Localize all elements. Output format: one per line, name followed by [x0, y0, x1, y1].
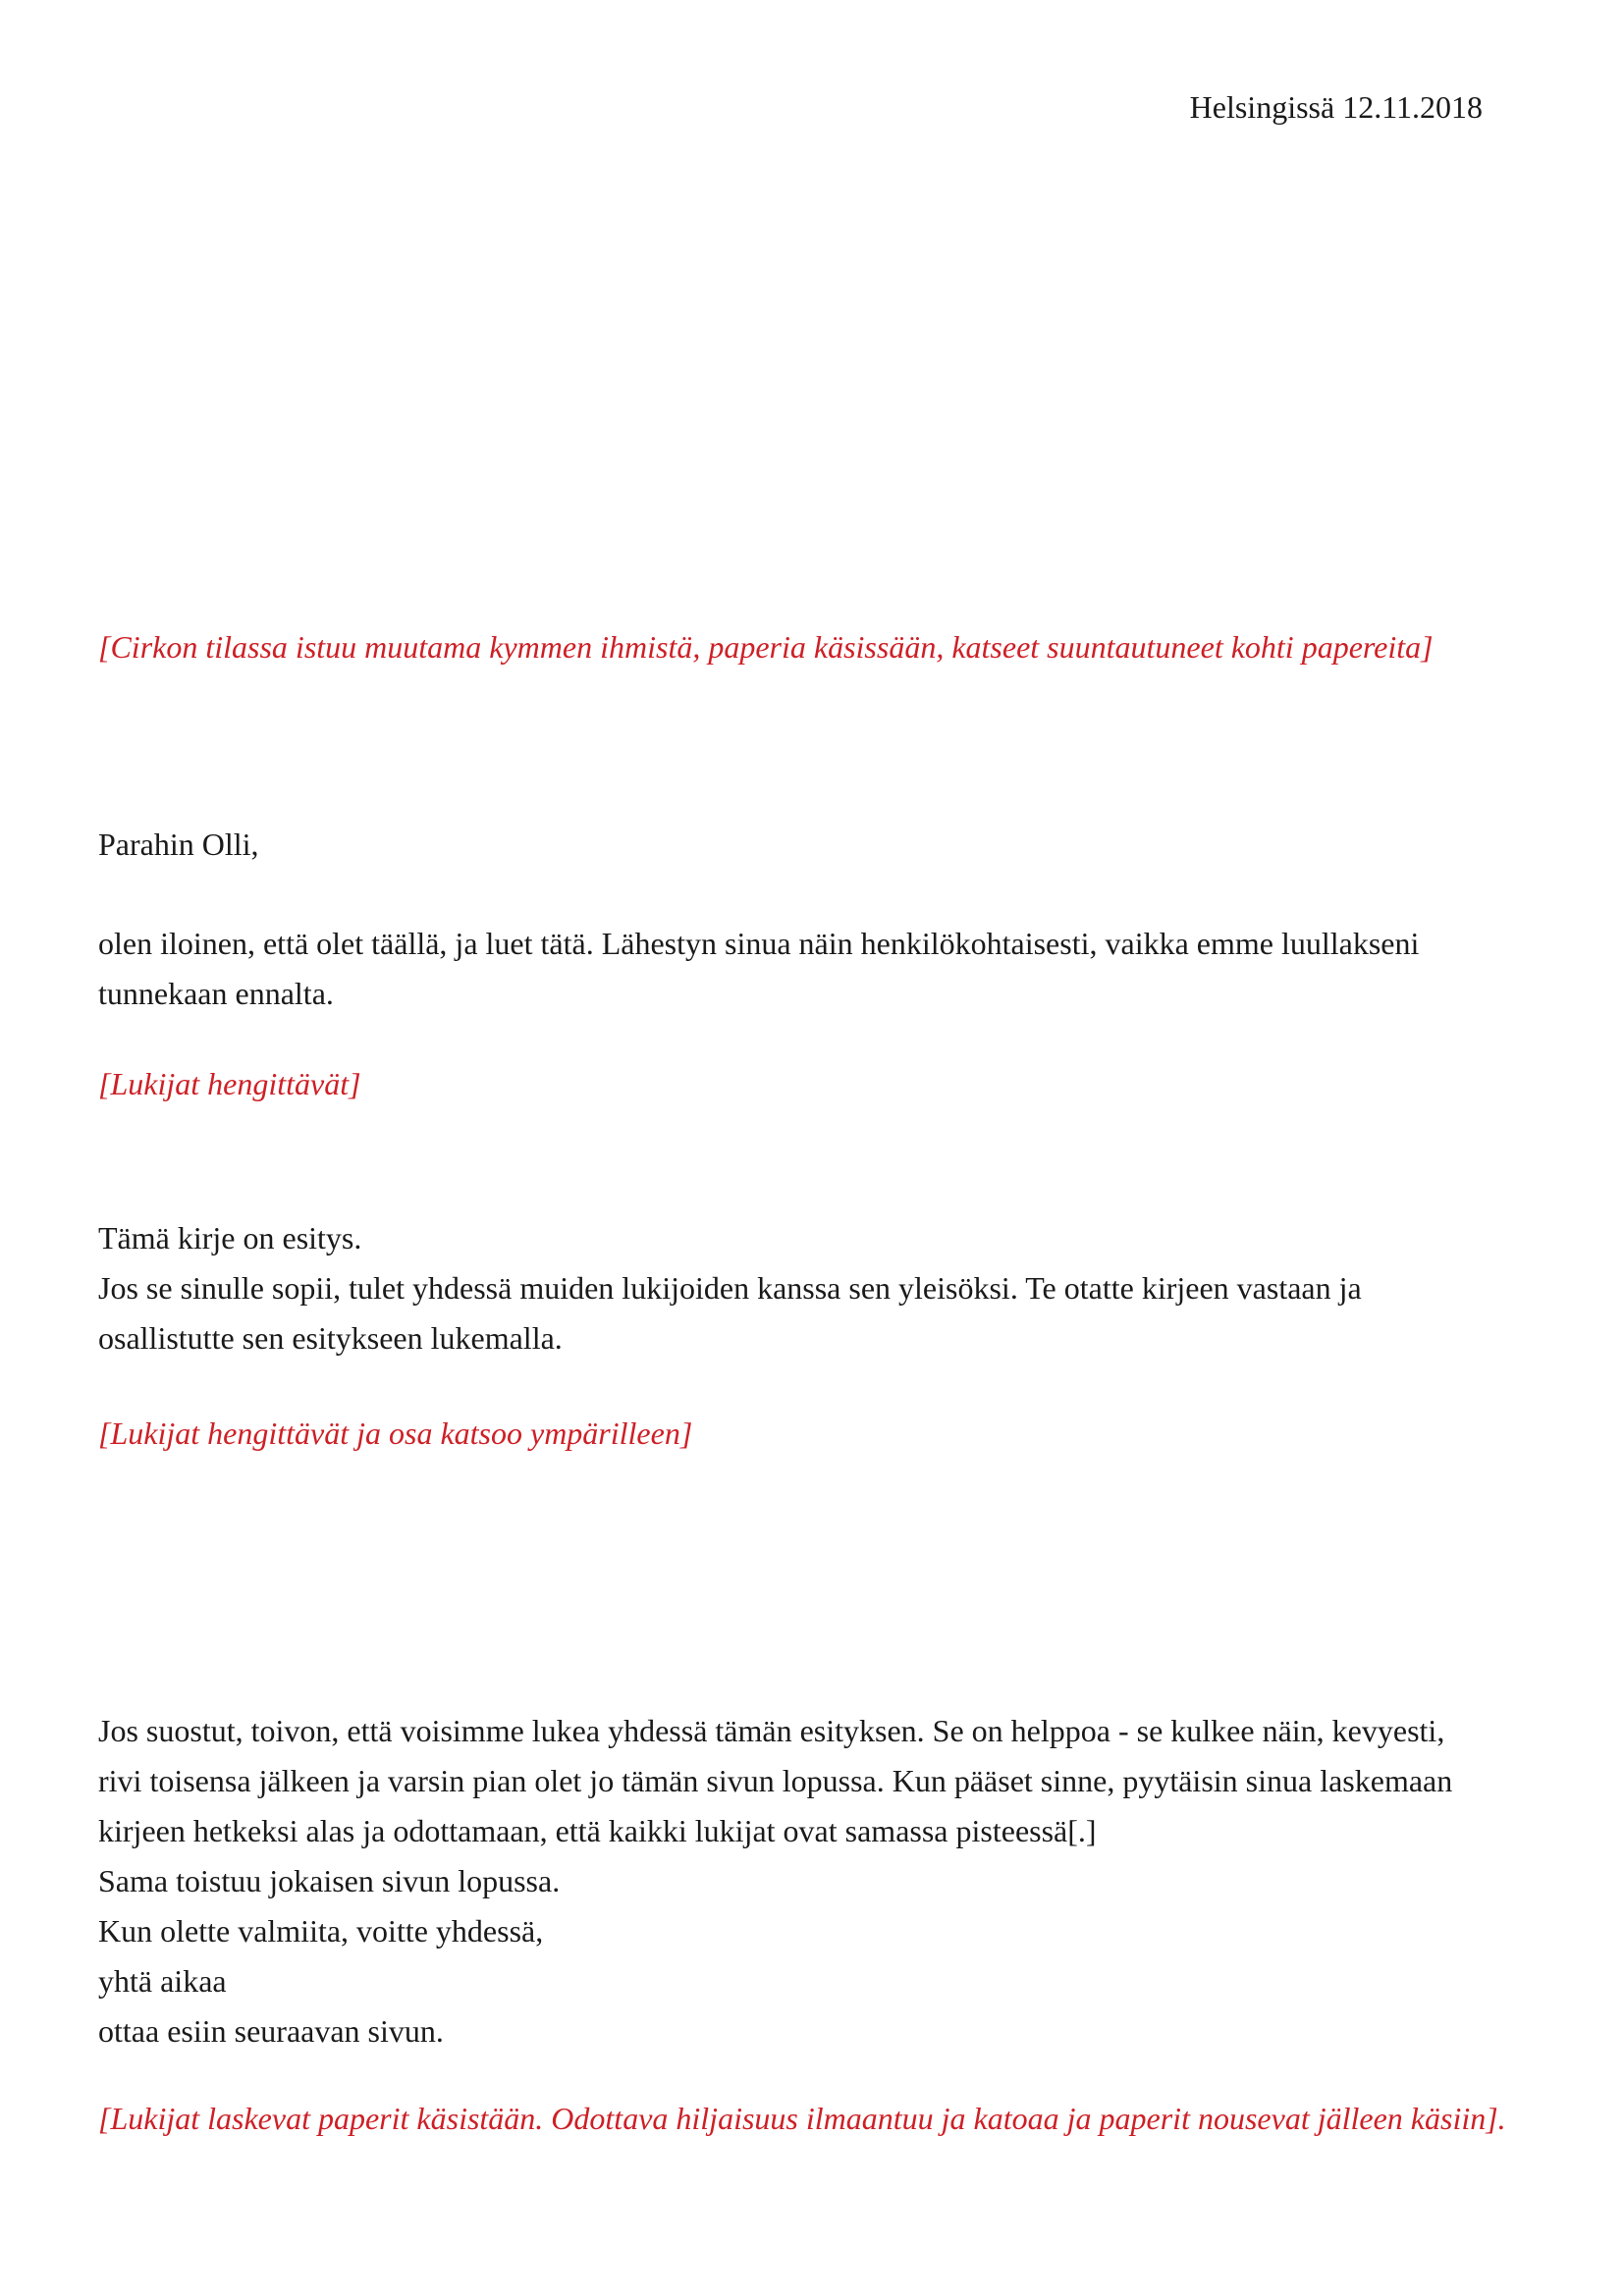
paragraph-line: rivi toisensa jälkeen ja varsin pian olet jo tämän sivun lopussa. Kun pääset sinne, pyytäisin sinua laskemaan [98, 1763, 1453, 1798]
paragraph-line: Kun olette valmiita, voitte yhdessä, [98, 1913, 544, 1949]
paragraph-line: Tämä kirje on esitys. [98, 1220, 362, 1255]
dateline: Helsingissä 12.11.2018 [1189, 89, 1483, 125]
paragraph-line: Sama toistuu jokaisen sivun lopussa. [98, 1863, 561, 1898]
paragraph-line: Jos suostut, toivon, että voisimme lukea yhdessä tämän esityksen. Se on helppoa - se kulkee näin, kevyesti, [98, 1713, 1445, 1748]
paragraph-greeting [98, 919, 1419, 1019]
paragraph-line: Jos se sinulle sopii, tulet yhdessä muiden lukijoiden kanssa sen yleisöksi. Te otatte kirjeen vastaan ja [98, 1270, 1362, 1306]
paragraph-line: kirjeen hetkeksi alas ja odottamaan, että kaikki lukijat ovat samassa pisteessä[.] [98, 1813, 1097, 1848]
stage-direction-looking-around: [Lukijat hengittävät ja osa katsoo ympärilleen] [98, 1415, 693, 1451]
paragraph-line: ottaa esiin seuraavan sivun. [98, 2013, 444, 2049]
paragraph-line: olen iloinen, että olet täällä, ja luet tätä. Lähestyn sinua näin henkilökohtaisesti, vaikka emme luullakseni [98, 926, 1420, 961]
stage-direction-breathing: [Lukijat hengittävät] [98, 1066, 361, 1101]
paragraph-performance [98, 1213, 1362, 1363]
paragraph-line: yhtä aikaa [98, 1963, 227, 1999]
paragraph-line: osallistutte sen esitykseen lukemalla. [98, 1320, 563, 1356]
salutation: Parahin Olli, [98, 827, 259, 862]
stage-direction-closing: [Lukijat laskevat paperit käsistään. Odottava hiljaisuus ilmaantuu ja katoaa ja paperit nousevat jälleen käsiin]. [98, 2101, 1506, 2136]
stage-direction-opening: [Cirkon tilassa istuu muutama kymmen ihmistä, paperia käsissään, katseet suuntautuneet kohti papereita] [98, 629, 1434, 665]
paragraph-instructions [98, 1706, 1452, 2056]
paragraph-line: tunnekaan ennalta. [98, 976, 334, 1011]
